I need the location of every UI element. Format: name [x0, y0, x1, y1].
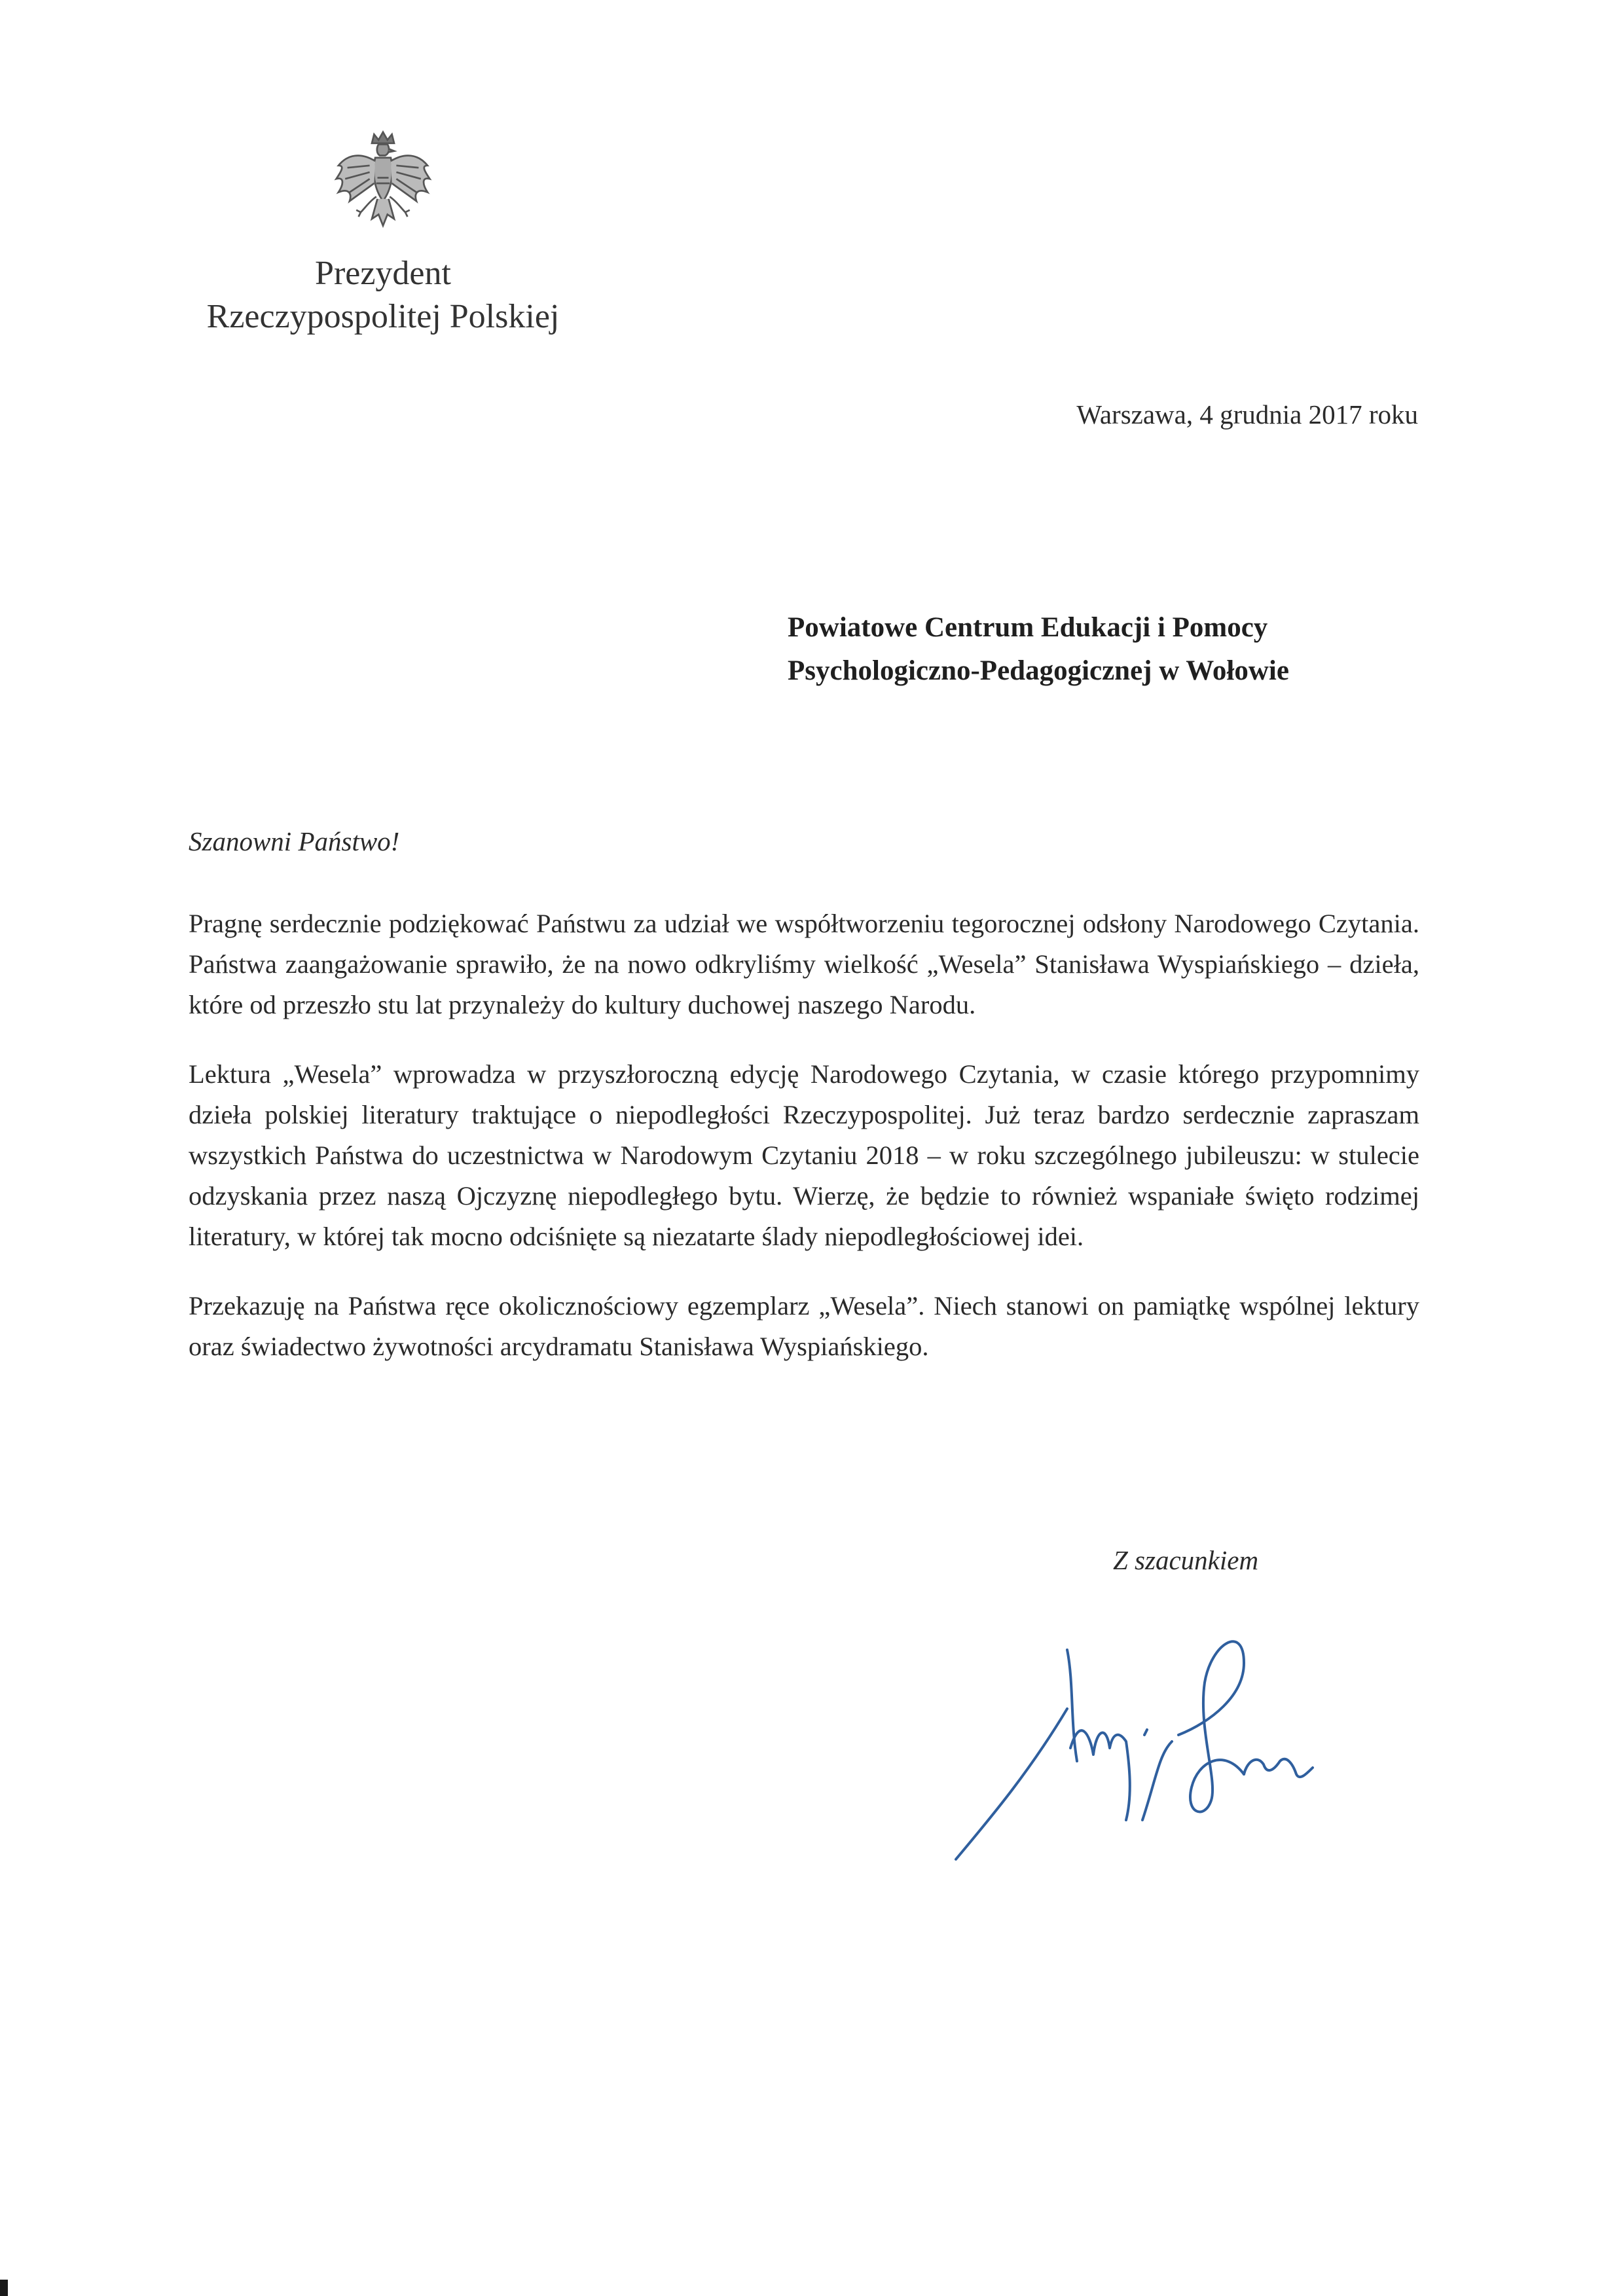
- white-eagle-emblem-icon: [327, 128, 439, 239]
- office-title-line2: Rzeczypospolitej Polskiej: [206, 298, 560, 335]
- handwritten-signature-icon: [936, 1584, 1342, 1872]
- office-title: [177, 252, 589, 338]
- salutation: Szanowni Państwo!: [189, 826, 400, 856]
- closing-phrase: Z szacunkiem: [1113, 1545, 1259, 1575]
- recipient-line2: Psychologiczno-Pedagogicznej w Wołowie: [788, 655, 1289, 686]
- body-paragraph-1: Pragnę serdecznie podziękować Państwu za udział we współtworzeniu tegorocznej odsłony Narodowego Czytania. Państwa zaangażowanie sprawiło, że na nowo odkryliśmy wielkość „Wesela” Stanisława Wyspiańskiego – dzieła, które od przeszło stu lat przynależy do kultury duchowej naszego Narodu.: [189, 909, 1419, 1019]
- recipient-address: [788, 606, 1416, 693]
- letter-date: Warszawa, 4 grudnia 2017 roku: [1076, 399, 1418, 429]
- body-paragraph-2: Lektura „Wesela” wprowadza w przyszłoroczną edycję Narodowego Czytania, w czasie którego przypomnimy dzieła polskiej literatury traktujące o niepodległości Rzeczypospolitej. Już teraz bardzo serdecznie zapraszam wszystkich Państwa do uczestnictwa w Narodowym Czytaniu 2018 – w roku szczególnego jubileuszu: w stulecie odzyskania przez naszą Ojczyznę niepodległego bytu. Wierzę, że będzie to również wspaniałe święto rodzimej literatury, w której tak mocno odciśnięte są niezatarte ślady niepodległościowej idei.: [189, 1059, 1419, 1251]
- office-title-line1: Prezydent: [315, 255, 451, 292]
- letter-body: [189, 903, 1419, 1396]
- scan-edge-mark: [0, 2280, 8, 2296]
- recipient-line1: Powiatowe Centrum Edukacji i Pomocy: [788, 612, 1268, 643]
- body-paragraph-3: Przekazuję na Państwa ręce okolicznościowy egzemplarz „Wesela”. Niech stanowi on pamiątkę wspólnej lektury oraz świadectwo żywotności arcydramatu Stanisława Wyspiańskiego.: [189, 1291, 1419, 1361]
